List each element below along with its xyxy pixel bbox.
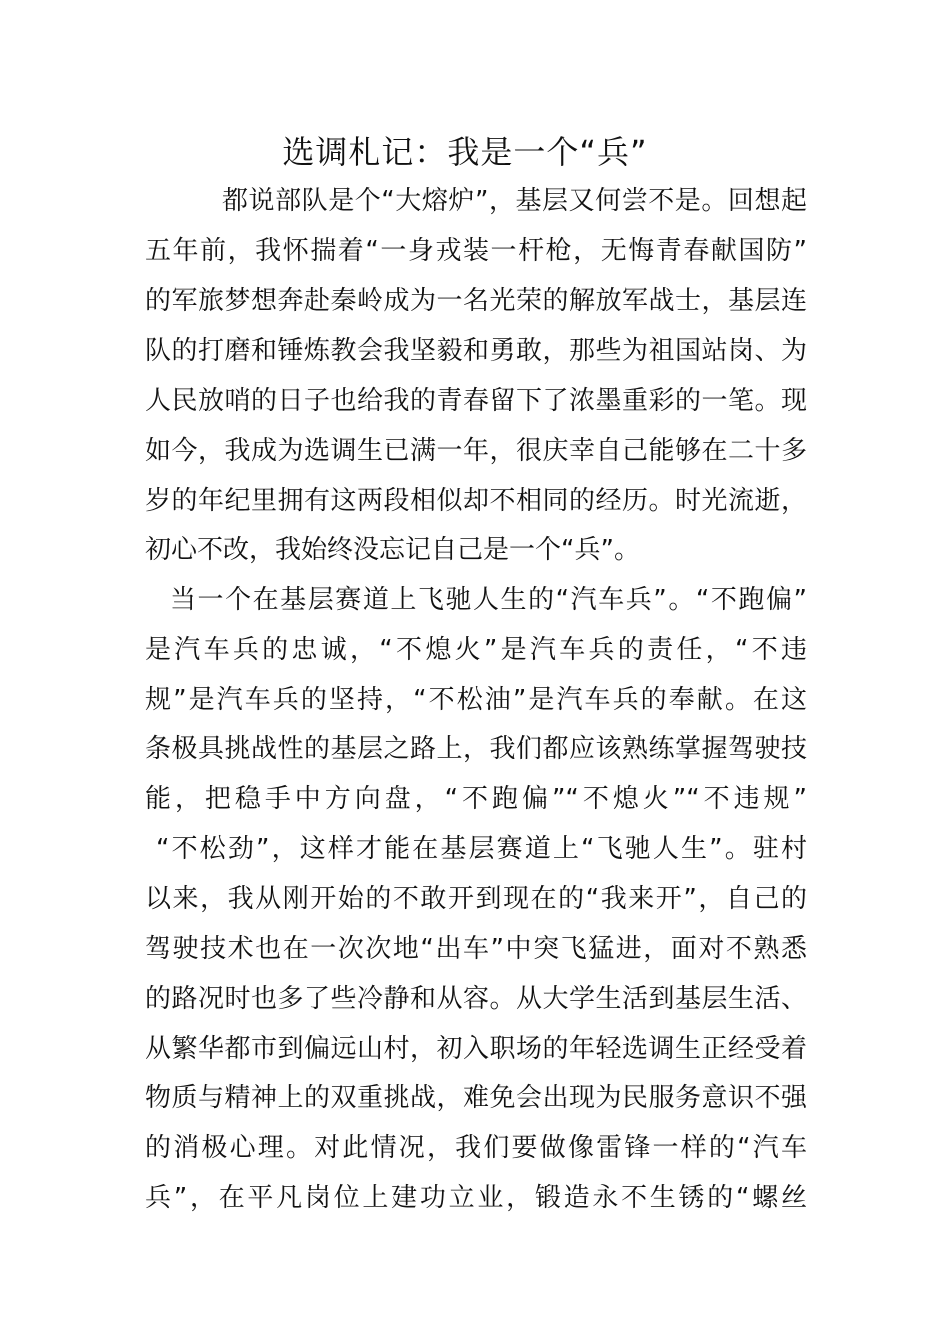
paragraph-line: 的路况时也多了些冷静和从容。从大学生活到基层生活、 [145, 984, 807, 1014]
document-title: 选调札记：我是一个“兵” [282, 133, 648, 171]
paragraph-line: 都说部队是个“大熔炉”，基层又何尝不是。回想起 [222, 186, 807, 216]
paragraph-line: 的消极心理。对此情况，我们要做像雷锋一样的“汽车 [145, 1133, 807, 1163]
paragraph-line: 驾驶技术也在一次次地“出车”中突飞猛进，面对不熟悉 [145, 934, 807, 964]
paragraph-line: 岁的年纪里拥有这两段相似却不相同的经历。时光流逝， [145, 486, 807, 516]
paragraph-line: 从繁华都市到偏远山村，初入职场的年轻选调生正经受着 [145, 1034, 807, 1064]
paragraph-line: 规”是汽车兵的坚持，“不松油”是汽车兵的奉献。在这 [145, 685, 807, 715]
paragraph-line: 当一个在基层赛道上飞驰人生的“汽车兵”。“不跑偏” [170, 585, 807, 615]
paragraph-line: 物质与精神上的双重挑战，难免会出现为民服务意识不强 [145, 1083, 807, 1113]
paragraph-line: “不松劲”，这样才能在基层赛道上“飞驰人生”。驻村 [156, 834, 807, 864]
paragraph-line: 人民放哨的日子也给我的青春留下了浓墨重彩的一笔。现 [145, 386, 807, 416]
paragraph-line: 是汽车兵的忠诚，“不熄火”是汽车兵的责任，“不违 [145, 635, 807, 665]
paragraph-line: 队的打磨和锤炼教会我坚毅和勇敢，那些为祖国站岗、为 [145, 336, 807, 366]
paragraph-line: 如今，我成为选调生已满一年，很庆幸自己能够在二十多 [145, 436, 807, 466]
paragraph-line: 条极具挑战性的基层之路上，我们都应该熟练掌握驾驶技 [145, 734, 807, 764]
paragraph-line: 五年前，我怀揣着“一身戎装一杆枪，无悔青春献国防” [145, 236, 807, 266]
paragraph-line: 能，把稳手中方向盘，“不跑偏”“不熄火”“不违规” [145, 784, 807, 814]
paragraph-line: 的军旅梦想奔赴秦岭成为一名光荣的解放军战士，基层连 [145, 286, 807, 316]
paragraph-line: 兵”，在平凡岗位上建功立业，锻造永不生锈的“螺丝 [145, 1183, 807, 1213]
paragraph-line: 初心不改，我始终没忘记自己是一个“兵”。 [145, 535, 640, 565]
paragraph-line: 以来，我从刚开始的不敢开到现在的“我来开”，自己的 [145, 884, 807, 914]
